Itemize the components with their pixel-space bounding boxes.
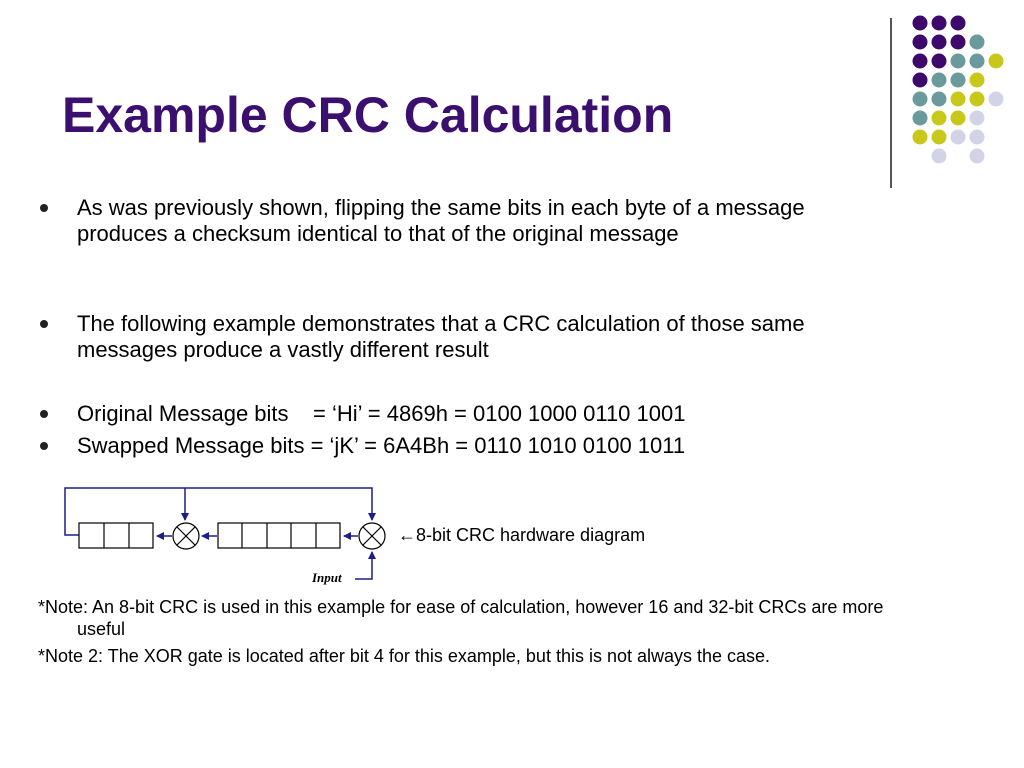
diagram-caption [398, 525, 645, 546]
input-wire [355, 552, 372, 579]
register-right [218, 523, 340, 548]
bullet-item: Original Message bits = ‘Hi’ = 4869h = 0100 1000 0110 1001 [77, 401, 877, 427]
register-left [79, 523, 153, 548]
bullet-item: As was previously shown, flipping the same bits in each byte of a message produces a checksum identical to that of the original message [77, 195, 877, 247]
input-label: Input [312, 570, 342, 585]
left-arrow-icon: ← [398, 525, 416, 545]
note-2: *Note 2: The XOR gate is located after bit 4 for this example, but this is not always the case. [38, 646, 771, 666]
note-1: *Note: An 8-bit CRC is used in this example for ease of calculation, however 16 and 32-bit CRCs are more useful [38, 597, 884, 639]
caption-text: 8-bit CRC hardware diagram [416, 525, 646, 545]
bullet-item: The following example demonstrates that a CRC calculation of those same messages produce a vastly different result [77, 311, 877, 363]
bullet-item: Swapped Message bits = ‘jK’ = 6A4Bh = 0110 1010 0100 1011 [77, 433, 877, 459]
slide-title: Example CRC Calculation [62, 87, 674, 143]
